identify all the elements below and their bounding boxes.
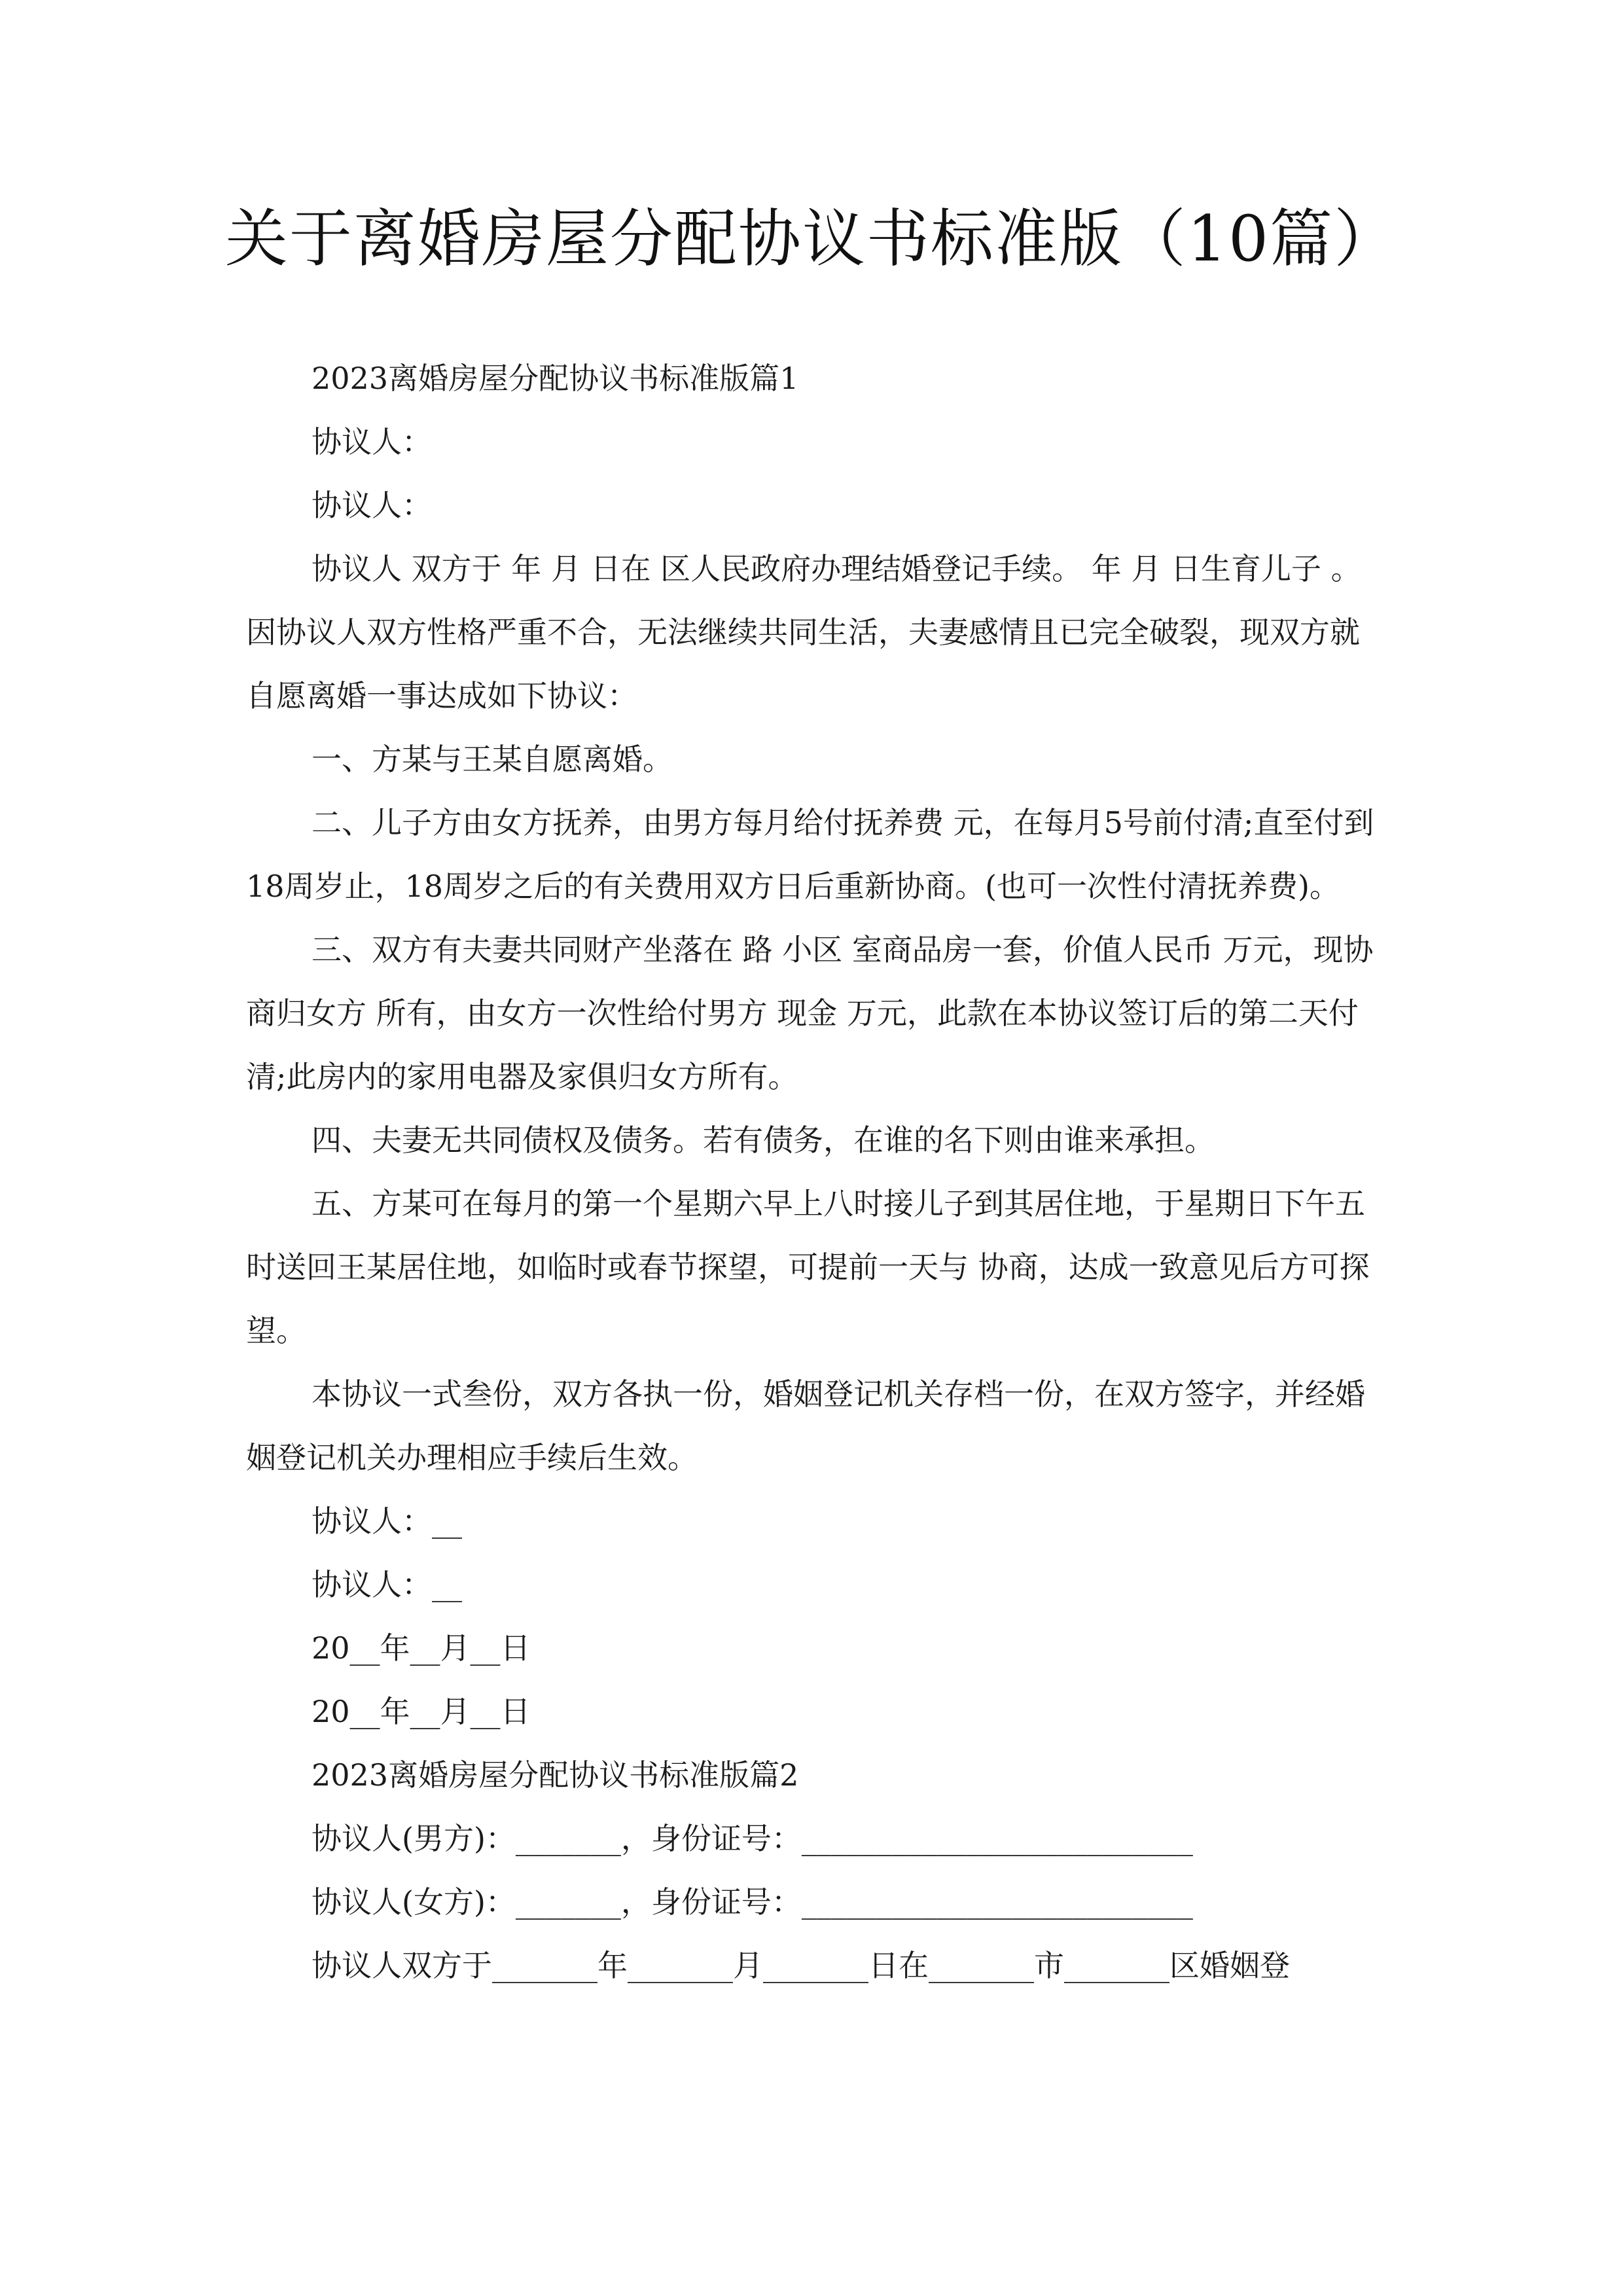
section-heading-1: 2023离婚房屋分配协议书标准版篇1	[312, 361, 799, 396]
paragraph: 协议人 双方于 年 月 日在 区人民政府办理结婚登记手续。 年 月 日生育儿子 。因协议人双方性格严重不合，无法继续共同生活，夫妻感情且已完全破裂，现双方就自愿离婚一事达成如下协议：	[246, 551, 1361, 713]
date-line: 20__年__月__日	[312, 1630, 531, 1666]
party-line: 协议人：	[312, 488, 432, 523]
clause-1: 一、方某与王某自愿离婚。	[312, 742, 673, 777]
party-id-line: 协议人(男方)：_______，身份证号：__________________________	[312, 1821, 1193, 1856]
closing-paragraph: 本协议一式叁份，双方各执一份，婚姻登记机关存档一份，在双方签字，并经婚姻登记机关办理相应手续后生效。	[246, 1376, 1365, 1475]
clause-5: 五、方某可在每月的第一个星期六早上八时接儿子到其居住地，于星期日下午五时送回王某居住地，如临时或春节探望，可提前一天与 协商，达成一致意见后方可探望。	[246, 1186, 1370, 1348]
signature-line: 协议人：__	[312, 1503, 462, 1539]
clause-3: 三、双方有夫妻共同财产坐落在 路 小区 室商品房一套，价值人民币 万元，现协商归女方 所有，由女方一次性给付男方 现金 万元，此款在本协议签订后的第二天付清;此房内的家用电器及家俱归女方所有。	[246, 932, 1374, 1094]
document-body	[246, 347, 1380, 1998]
signature-line: 协议人：__	[312, 1567, 462, 1602]
paragraph: 协议人双方于_______年_______月_______日在_______市_______区婚姻登	[312, 1948, 1290, 1983]
date-line: 20__年__月__日	[312, 1694, 531, 1729]
party-line: 协议人：	[312, 424, 432, 459]
party-id-line: 协议人(女方)：_______，身份证号：__________________________	[312, 1884, 1193, 1920]
clause-4: 四、夫妻无共同债权及债务。若有债务，在谁的名下则由谁来承担。	[312, 1122, 1215, 1158]
document-title: 关于离婚房屋分配协议书标准版（10篇）	[224, 202, 1399, 276]
clause-2: 二、儿子方由女方抚养，由男方每月给付抚养费 元，在每月5号前付清;直至付到18周岁止，18周岁之后的有关费用双方日后重新协商。(也可一次性付清抚养费)。	[246, 805, 1374, 904]
section-heading-2: 2023离婚房屋分配协议书标准版篇2	[312, 1757, 799, 1793]
